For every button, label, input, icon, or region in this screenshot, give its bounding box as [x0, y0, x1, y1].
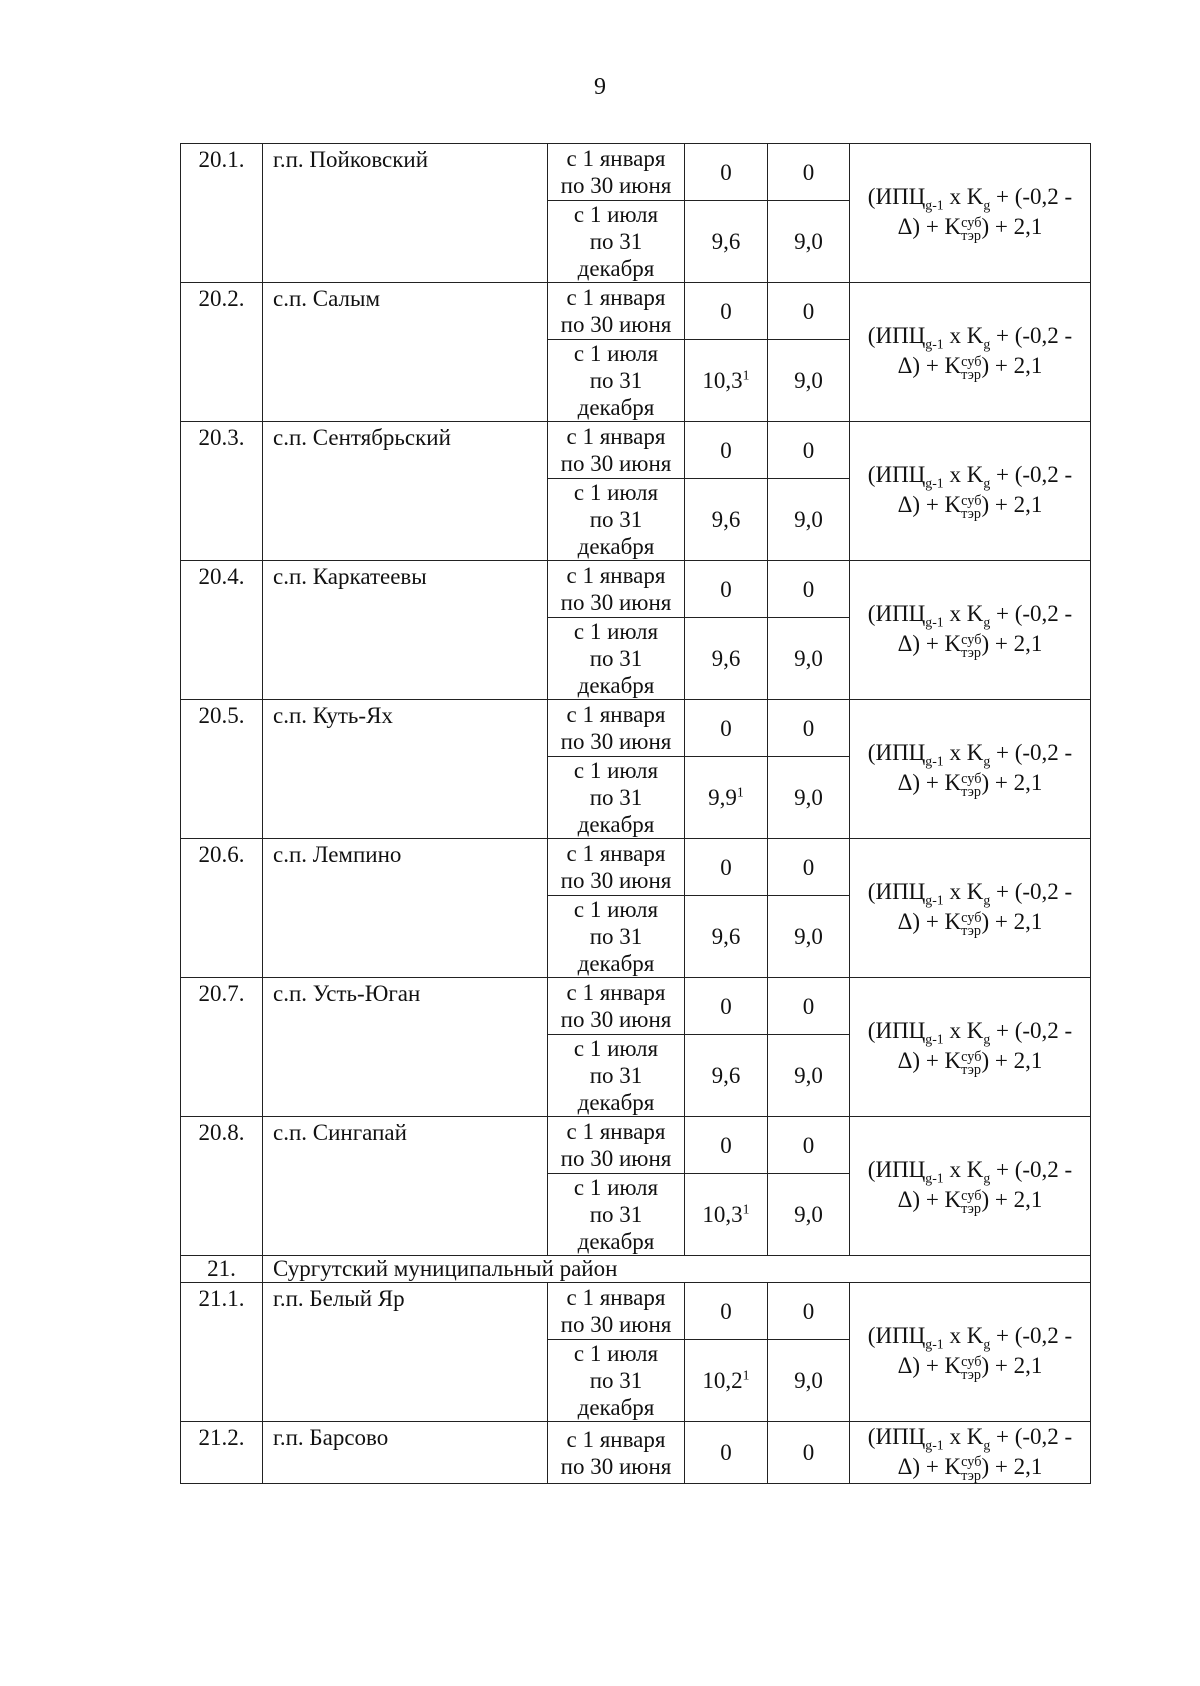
formula-line-2: [897, 214, 1043, 245]
row-number: 20.7.: [181, 978, 263, 1117]
section-number: 21.: [181, 1256, 263, 1283]
formula-part: g: [983, 892, 991, 908]
formula-part: g-1: [925, 892, 944, 908]
settlement-name: с.п. Салым: [263, 283, 548, 422]
value-cell: 0: [768, 561, 850, 618]
formula-cell: [850, 700, 1091, 839]
formula-cell: [850, 283, 1091, 422]
formula-part: (ИПЦ: [867, 1424, 926, 1449]
formula-part: суб: [961, 214, 982, 231]
period-first-half: с 1 января по 30 июня: [548, 1283, 685, 1340]
formula-part: + (-0,2 -: [990, 1323, 1073, 1349]
section-title: Сургутский муниципальный район: [263, 1256, 1091, 1283]
value-cell: 9,0: [768, 757, 850, 839]
formula-part: Δ) + K: [897, 1454, 962, 1479]
formula-part: x K: [943, 601, 984, 627]
formula-part: ) + 2,1: [981, 631, 1043, 657]
formula-part: суб: [961, 1187, 982, 1204]
formula-cell: [850, 1117, 1091, 1256]
formula-line-1: [867, 1157, 1073, 1186]
value-cell: 9,6: [685, 201, 768, 283]
value-cell: 0: [685, 422, 768, 479]
formula-line-2: [897, 1048, 1043, 1079]
formula-part: Δ) + K: [897, 353, 962, 379]
formula-part: g-1: [925, 336, 944, 352]
value-cell: 0: [768, 839, 850, 896]
value-cell: 9,0: [768, 479, 850, 561]
value-cell: 0: [685, 561, 768, 618]
formula-part: (ИПЦ: [867, 1157, 926, 1183]
formula-part: g: [983, 1031, 991, 1047]
value-cell: 0: [768, 1422, 850, 1484]
row-number: 20.2.: [181, 283, 263, 422]
formula-part: суб: [961, 1353, 982, 1370]
formula-part: (ИПЦ: [867, 462, 926, 488]
formula-part: ) + 2,1: [981, 1454, 1043, 1479]
table-row: [181, 422, 1091, 479]
formula-part: g-1: [925, 197, 944, 213]
formula-part: g: [983, 197, 991, 213]
formula-cell: [850, 144, 1091, 283]
formula-part: ) + 2,1: [981, 492, 1043, 518]
period-second-half: с 1 июля по 31 декабря: [548, 618, 685, 700]
formula-line-1: [867, 184, 1073, 213]
formula-part: g: [983, 753, 991, 769]
formula-line-2: [897, 1454, 1043, 1484]
formula-part: Δ) + K: [897, 1353, 962, 1379]
value-cell: 0: [685, 1283, 768, 1340]
formula-part: + (-0,2 -: [990, 1424, 1073, 1449]
value-cell: 9,0: [768, 1174, 850, 1256]
value-cell: 0: [685, 283, 768, 340]
formula-line-1: [867, 601, 1073, 630]
table-row: [181, 144, 1091, 201]
formula-part: (ИПЦ: [867, 323, 926, 349]
formula-part: суб: [961, 1454, 982, 1471]
tariff-table: [180, 143, 1091, 1484]
period-first-half: с 1 января по 30 июня: [548, 422, 685, 479]
formula-line-1: [867, 1018, 1073, 1047]
value-cell: 10,3$^1$: [685, 340, 768, 422]
value-cell: 9,6: [685, 618, 768, 700]
formula-part: тэр: [961, 1201, 981, 1218]
row-number: 20.3.: [181, 422, 263, 561]
formula-part: g: [983, 1437, 991, 1453]
formula-part: Δ) + K: [897, 631, 962, 657]
row-number: 21.1.: [181, 1283, 263, 1422]
formula-part: + (-0,2 -: [990, 1018, 1073, 1044]
period-first-half: с 1 января по 30 июня: [548, 978, 685, 1035]
formula-line-1: [867, 879, 1073, 908]
formula-part: g-1: [925, 1170, 944, 1186]
formula-line-2: [897, 770, 1043, 801]
formula-part: g-1: [925, 614, 944, 630]
value-cell: 0: [685, 144, 768, 201]
formula-part: x K: [943, 1157, 984, 1183]
formula-part: суб: [961, 631, 982, 648]
formula-line-1: [867, 462, 1073, 491]
formula-line-2: [897, 631, 1043, 662]
period-first-half: с 1 января по 30 июня: [548, 561, 685, 618]
period-first-half: с 1 января по 30 июня: [548, 144, 685, 201]
formula-part: x K: [943, 740, 984, 766]
formula-part: тэр: [961, 645, 981, 662]
settlement-name: с.п. Каркатеевы: [263, 561, 548, 700]
formula-part: Δ) + K: [897, 492, 962, 518]
value-cell: 0: [685, 839, 768, 896]
formula-part: Δ) + K: [897, 770, 962, 796]
formula-part: Δ) + K: [897, 909, 962, 935]
formula-part: g-1: [925, 1336, 944, 1352]
formula-part: x K: [943, 323, 984, 349]
formula-part: ) + 2,1: [981, 1048, 1043, 1074]
formula-part: + (-0,2 -: [990, 879, 1073, 905]
formula-part: тэр: [961, 506, 981, 523]
formula-part: тэр: [961, 784, 981, 801]
formula-part: + (-0,2 -: [990, 184, 1073, 210]
formula-part: Δ) + K: [897, 1187, 962, 1213]
formula-line-1: [867, 323, 1073, 352]
table-row: [181, 839, 1091, 896]
formula-line-1: [867, 1424, 1073, 1453]
formula-part: Δ) + K: [897, 214, 962, 240]
formula-part: суб: [961, 909, 982, 926]
formula-part: x K: [943, 1323, 984, 1349]
formula-part: + (-0,2 -: [990, 323, 1073, 349]
settlement-name: с.п. Усть-Юган: [263, 978, 548, 1117]
value-cell: 0: [768, 1283, 850, 1340]
formula-part: g-1: [925, 475, 944, 491]
formula-part: (ИПЦ: [867, 601, 926, 627]
period-second-half: с 1 июля по 31 декабря: [548, 340, 685, 422]
value-cell: 9,0: [768, 1340, 850, 1422]
value-cell: 9,0: [768, 340, 850, 422]
formula-line-2: [897, 1353, 1043, 1384]
formula-part: + (-0,2 -: [990, 740, 1073, 766]
formula-part: (ИПЦ: [867, 184, 926, 210]
value-cell: 9,0: [768, 1035, 850, 1117]
settlement-name: с.п. Сингапай: [263, 1117, 548, 1256]
value-cell: $9,9^1$: [685, 757, 768, 839]
table-row: [181, 1422, 1091, 1484]
formula-part: ) + 2,1: [981, 214, 1043, 240]
formula-line-1: [867, 1323, 1073, 1352]
formula-part: (ИПЦ: [867, 740, 926, 766]
formula-part: g-1: [925, 753, 944, 769]
formula-part: ) + 2,1: [981, 770, 1043, 796]
formula-part: x K: [943, 462, 984, 488]
value-cell: 0: [768, 144, 850, 201]
value-cell: 0: [685, 1117, 768, 1174]
formula-part: g: [983, 336, 991, 352]
formula-part: (ИПЦ: [867, 879, 926, 905]
formula-part: x K: [943, 1424, 984, 1449]
formula-part: тэр: [961, 1467, 981, 1484]
settlement-name: г.п. Белый Яр: [263, 1283, 548, 1422]
value-cell: 0: [768, 283, 850, 340]
formula-cell: [850, 422, 1091, 561]
value-cell: 0: [768, 1117, 850, 1174]
period-first-half: с 1 января по 30 июня: [548, 839, 685, 896]
formula-part: суб: [961, 353, 982, 370]
formula-part: тэр: [961, 228, 981, 245]
period-second-half: с 1 июля по 31 декабря: [548, 757, 685, 839]
period-second-half: с 1 июля по 31 декабря: [548, 479, 685, 561]
formula-cell: [850, 978, 1091, 1117]
period-second-half: с 1 июля по 31 декабря: [548, 896, 685, 978]
value-cell: 0: [685, 1422, 768, 1484]
formula-part: g: [983, 614, 991, 630]
row-number: 20.5.: [181, 700, 263, 839]
formula-part: + (-0,2 -: [990, 1157, 1073, 1183]
formula-part: тэр: [961, 367, 981, 384]
settlement-name: г.п. Барсово: [263, 1422, 548, 1484]
period-second-half: с 1 июля по 31 декабря: [548, 1174, 685, 1256]
formula-part: суб: [961, 770, 982, 787]
formula-part: тэр: [961, 923, 981, 940]
formula-part: суб: [961, 1048, 982, 1065]
period-first-half: с 1 января по 30 июня: [548, 700, 685, 757]
formula-part: g-1: [925, 1437, 944, 1453]
formula-part: g: [983, 475, 991, 491]
formula-part: ) + 2,1: [981, 909, 1043, 935]
formula-part: x K: [943, 184, 984, 210]
formula-part: тэр: [961, 1062, 981, 1079]
value-cell: 9,6: [685, 479, 768, 561]
formula-line-2: [897, 909, 1043, 940]
formula-part: g: [983, 1170, 991, 1186]
formula-part: + (-0,2 -: [990, 601, 1073, 627]
period-second-half: с 1 июля по 31 декабря: [548, 1340, 685, 1422]
formula-cell: [850, 1283, 1091, 1422]
value-cell: 0: [685, 978, 768, 1035]
formula-part: ) + 2,1: [981, 1187, 1043, 1213]
period-first-half: с 1 января по 30 июня: [548, 1422, 685, 1484]
row-number: 20.6.: [181, 839, 263, 978]
value-cell: 0: [685, 700, 768, 757]
formula-part: ) + 2,1: [981, 1353, 1043, 1379]
settlement-name: с.п. Сентябрьский: [263, 422, 548, 561]
period-second-half: с 1 июля по 31 декабря: [548, 201, 685, 283]
row-number: 20.4.: [181, 561, 263, 700]
value-cell: 9,6: [685, 1035, 768, 1117]
formula-part: x K: [943, 879, 984, 905]
formula-line-2: [897, 353, 1043, 384]
table-row: [181, 1117, 1091, 1174]
section-row: [181, 1256, 1091, 1283]
formula-part: g-1: [925, 1031, 944, 1047]
row-number: 20.1.: [181, 144, 263, 283]
formula-part: (ИПЦ: [867, 1323, 926, 1349]
formula-part: тэр: [961, 1367, 981, 1384]
table-row: [181, 283, 1091, 340]
table-row: [181, 1283, 1091, 1340]
table-row: [181, 700, 1091, 757]
value-cell: 0: [768, 700, 850, 757]
formula-part: (ИПЦ: [867, 1018, 926, 1044]
formula-part: Δ) + K: [897, 1048, 962, 1074]
period-first-half: с 1 января по 30 июня: [548, 1117, 685, 1174]
formula-cell: [850, 1422, 1091, 1484]
settlement-name: с.п. Лемпино: [263, 839, 548, 978]
formula-line-1: [867, 740, 1073, 769]
value-cell: 0: [768, 422, 850, 479]
formula-part: g: [983, 1336, 991, 1352]
value-cell: 9,0: [768, 896, 850, 978]
value-cell: 9,0: [768, 201, 850, 283]
formula-part: + (-0,2 -: [990, 462, 1073, 488]
formula-part: суб: [961, 492, 982, 509]
formula-line-2: [897, 1187, 1043, 1218]
period-second-half: с 1 июля по 31 декабря: [548, 1035, 685, 1117]
value-cell: 9,0: [768, 618, 850, 700]
formula-part: ) + 2,1: [981, 353, 1043, 379]
formula-part: x K: [943, 1018, 984, 1044]
period-first-half: с 1 января по 30 июня: [548, 283, 685, 340]
value-cell: 9,6: [685, 896, 768, 978]
value-cell: 0: [768, 978, 850, 1035]
formula-line-2: [897, 492, 1043, 523]
value-cell: 10,2$^1$: [685, 1340, 768, 1422]
row-number: 20.8.: [181, 1117, 263, 1256]
page-number: 9: [594, 74, 606, 100]
table-row: [181, 978, 1091, 1035]
settlement-name: с.п. Куть-Ях: [263, 700, 548, 839]
formula-cell: [850, 839, 1091, 978]
row-number: 21.2.: [181, 1422, 263, 1484]
value-cell: 10,3$^1$: [685, 1174, 768, 1256]
formula-cell: [850, 561, 1091, 700]
table-row: [181, 561, 1091, 618]
settlement-name: г.п. Пойковский: [263, 144, 548, 283]
